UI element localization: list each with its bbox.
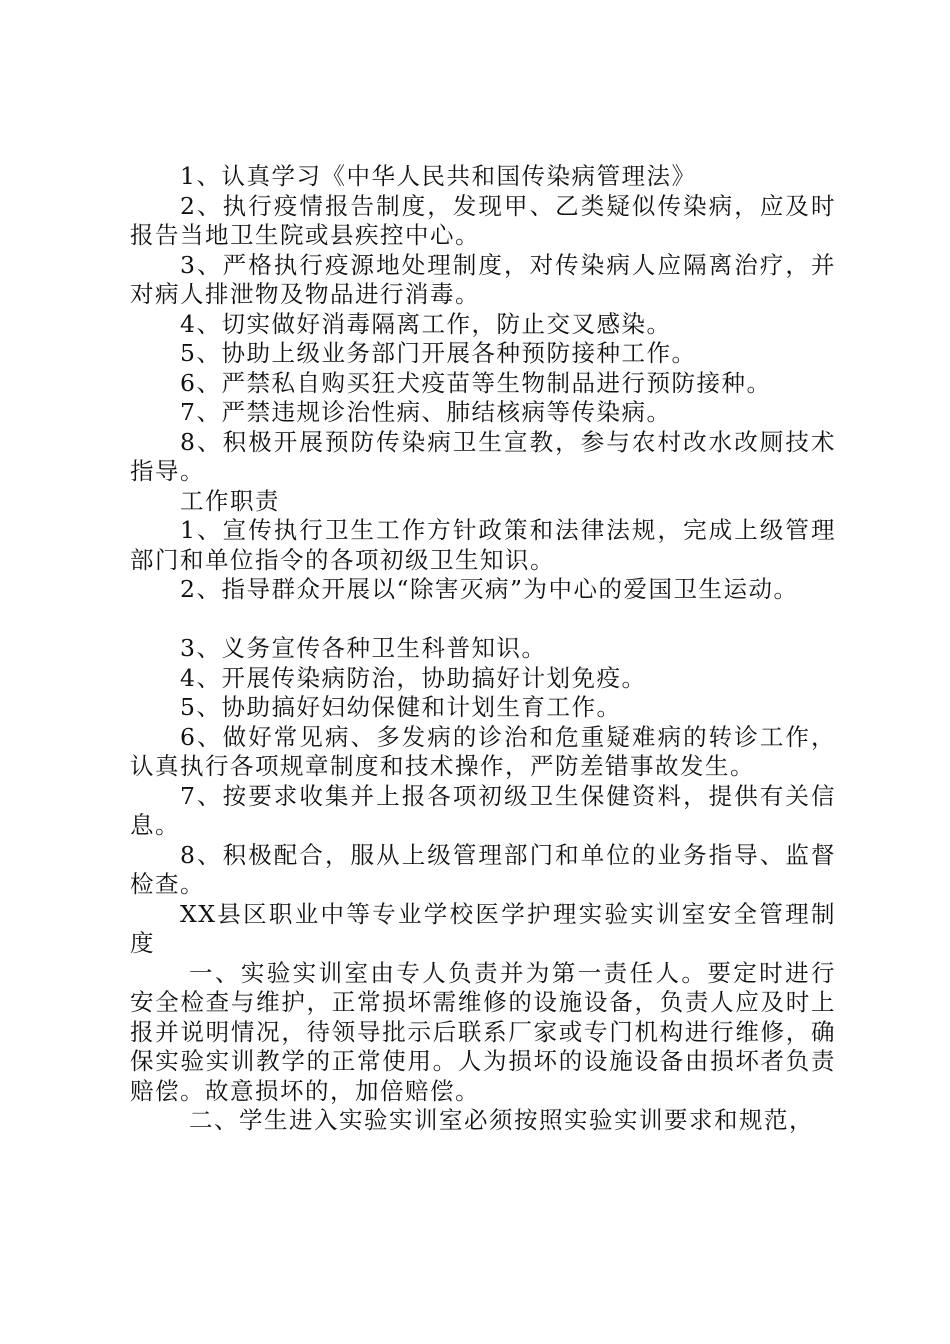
paragraph: 5、协助搞好妇幼保健和计划生育工作。: [180, 693, 622, 721]
document-body: [130, 162, 836, 1136]
paragraph: 7、严禁违规诊治性病、肺结核病等传染病。: [180, 398, 672, 426]
paragraph: 1、宣传执行卫生工作方针政策和法律法规，完成上级管理部门和单位指令的各项初级卫生知识。: [130, 516, 836, 574]
paragraph: 7、按要求收集并上报各项初级卫生保健资料，提供有关信息。: [130, 781, 836, 839]
paragraph: 5、协助上级业务部门开展各种预防接种工作。: [180, 339, 697, 367]
section-heading: 工作职责: [180, 486, 280, 515]
blank-line: [130, 605, 836, 635]
paragraph: 4、开展传染病防治，协助搞好计划免疫。: [180, 663, 647, 692]
paragraph: 6、严禁私自购买狂犬疫苗等生物制品进行预防接种。: [180, 368, 772, 397]
paragraph: 4、切实做好消毒隔离工作，防止交叉感染。: [180, 309, 672, 338]
paragraph: 2、执行疫情报告制度，发现甲、乙类疑似传染病，应及时报告当地卫生院或县疾控中心。: [130, 191, 836, 249]
paragraph: 二、学生进入实验实训室必须按照实验实训要求和规范，: [189, 1106, 814, 1134]
paragraph: 1、认真学习《中华人民共和国传染病管理法》: [180, 162, 697, 190]
paragraph: 3、义务宣传各种卫生科普知识。: [180, 634, 547, 662]
paragraph: 6、做好常见病、多发病的诊治和危重疑难病的转诊工作，认真执行各项规章制度和技术操作，严防差错事故发生。: [130, 722, 836, 780]
paragraph: 8、积极配合，服从上级管理部门和单位的业务指导、监督检查。: [130, 840, 836, 898]
paragraph: 一、实验实训室由专人负责并为第一责任人。要定时进行安全检查与维护，正常损坏需维修的设施设备，负责人应及时上报并说明情况，待领导批示后联系厂家或专门机构进行维修，确保实验实训教学的正常使用。人为损坏的设施设备由损坏者负责赔偿。故意损坏的，加倍赔偿。: [130, 958, 836, 1105]
paragraph: 8、积极开展预防传染病卫生宣教，参与农村改水改厕技术指导。: [130, 427, 836, 485]
paragraph: 2、指导群众开展以“除害灭病”为中心的爱国卫生运动。: [180, 575, 799, 603]
paragraph: 3、严格执行疫源地处理制度，对传染病人应隔离治疗，并对病人排泄物及物品进行消毒。: [130, 250, 836, 308]
document-title: XX县区职业中等专业学校医学护理实验实训室安全管理制度: [130, 899, 836, 957]
